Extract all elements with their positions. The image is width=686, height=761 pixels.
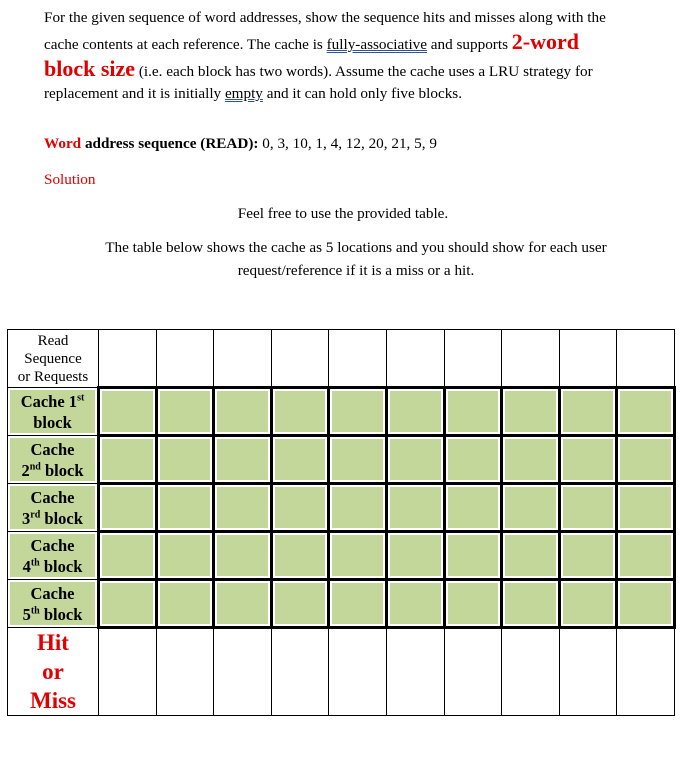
cache-cell[interactable] — [99, 436, 157, 484]
cache-cell[interactable] — [386, 580, 444, 628]
read-sequence-label — [8, 330, 99, 388]
table-note-1: Feel free to use the provided table. — [237, 205, 449, 222]
cache-block-label-4 — [8, 532, 99, 580]
empty-text: empty — [224, 85, 263, 102]
label-line — [8, 391, 97, 412]
label-line: block — [33, 412, 72, 432]
cache-block-label-1 — [8, 388, 99, 436]
request-cell[interactable] — [271, 330, 329, 388]
cache-cell[interactable] — [617, 388, 675, 436]
cache-block-row-2 — [8, 436, 675, 484]
cache-cell[interactable] — [386, 532, 444, 580]
hit-or-miss-row — [8, 628, 675, 716]
cache-cell[interactable] — [156, 388, 214, 436]
problem-text: and supports — [427, 36, 512, 53]
label-sup: rd — [30, 509, 41, 520]
cache-cell[interactable] — [444, 436, 502, 484]
label-sup: nd — [29, 461, 41, 472]
label-text: block — [39, 604, 83, 624]
label-text: block — [39, 556, 83, 576]
cache-cell[interactable] — [156, 580, 214, 628]
cache-cell[interactable] — [329, 436, 387, 484]
hit-miss-cell[interactable] — [559, 628, 617, 716]
problem-text: and it can hold only five blocks. — [262, 85, 462, 102]
request-cell[interactable] — [156, 330, 214, 388]
cache-cell[interactable] — [99, 484, 157, 532]
label-line — [8, 556, 97, 577]
hit-miss-cell[interactable] — [214, 628, 272, 716]
label-line: Cache — [30, 535, 75, 555]
hit-miss-cell[interactable] — [329, 628, 387, 716]
hit-miss-cell[interactable] — [502, 628, 560, 716]
sequence-values: 0, 3, 10, 1, 4, 12, 20, 21, 5, 9 — [258, 135, 437, 152]
fully-associative-text: fully-associative — [326, 36, 427, 53]
cache-cell[interactable] — [559, 436, 617, 484]
hit-miss-cell[interactable] — [386, 628, 444, 716]
cache-cell[interactable] — [502, 484, 560, 532]
problem-text: replacement and it is initially — [44, 85, 225, 102]
cache-cell[interactable] — [329, 532, 387, 580]
problem-text: cache contents at each reference. The cache is — [44, 36, 327, 53]
cache-cell[interactable] — [156, 484, 214, 532]
cache-block-label-2 — [8, 436, 99, 484]
cache-cell[interactable] — [214, 484, 272, 532]
block-size-emphasis: block size — [44, 56, 136, 81]
cache-cell[interactable] — [214, 532, 272, 580]
cache-cell[interactable] — [617, 532, 675, 580]
problem-line-1: For the given sequence of word addresses, show the sequence hits and misses along with the — [44, 9, 606, 26]
hit-or-miss-label — [8, 628, 99, 716]
label-line: Miss — [30, 688, 76, 713]
cache-block-row-3 — [8, 484, 675, 532]
label-text: Cache 1 — [20, 391, 78, 411]
cache-cell[interactable] — [156, 532, 214, 580]
cache-block-label-3 — [8, 484, 99, 532]
cache-cell[interactable] — [444, 388, 502, 436]
cache-block-row-4 — [8, 532, 675, 580]
request-cell[interactable] — [444, 330, 502, 388]
cache-cell[interactable] — [156, 436, 214, 484]
cache-cell[interactable] — [214, 580, 272, 628]
problem-statement — [44, 6, 654, 104]
hit-miss-cell[interactable] — [444, 628, 502, 716]
cache-cell[interactable] — [444, 484, 502, 532]
cache-cell[interactable] — [99, 388, 157, 436]
label-sup: th — [30, 557, 40, 568]
cache-cell[interactable] — [617, 484, 675, 532]
cache-cell[interactable] — [502, 580, 560, 628]
word-label: Word — [44, 135, 82, 152]
cache-block-row-1 — [8, 388, 675, 436]
cache-cell[interactable] — [329, 484, 387, 532]
request-cell[interactable] — [502, 330, 560, 388]
request-cell[interactable] — [214, 330, 272, 388]
label-line: Read — [37, 332, 69, 349]
hit-miss-cell[interactable] — [271, 628, 329, 716]
label-sup: st — [77, 392, 85, 403]
cache-cell[interactable] — [444, 532, 502, 580]
cache-cell[interactable] — [271, 532, 329, 580]
table-note-2-line-1: The table below shows the cache as 5 locations and you should show for each user — [105, 239, 607, 256]
cache-cell[interactable] — [271, 580, 329, 628]
cache-cell[interactable] — [386, 484, 444, 532]
request-cell[interactable] — [559, 330, 617, 388]
cache-cell[interactable] — [559, 484, 617, 532]
label-sup: th — [30, 605, 40, 616]
label-line — [8, 604, 97, 625]
label-line: or — [42, 659, 64, 684]
cache-cell[interactable] — [271, 388, 329, 436]
cache-cell[interactable] — [502, 436, 560, 484]
label-text: 2 — [21, 460, 30, 480]
label-line: Sequence — [24, 350, 82, 367]
cache-cell[interactable] — [386, 436, 444, 484]
label-text: 4 — [22, 556, 31, 576]
request-cell[interactable] — [617, 330, 675, 388]
problem-line-2 — [44, 30, 654, 57]
cache-block-row-5 — [8, 580, 675, 628]
label-text: block — [40, 460, 84, 480]
cache-cell[interactable] — [559, 388, 617, 436]
cache-cell[interactable] — [559, 532, 617, 580]
label-line — [8, 460, 97, 481]
cache-cell[interactable] — [329, 580, 387, 628]
cache-cell[interactable] — [502, 388, 560, 436]
label-line: Cache — [30, 487, 75, 507]
address-sequence — [44, 133, 437, 155]
problem-line-3 — [44, 57, 654, 84]
cache-table — [7, 329, 676, 716]
label-line: Cache — [30, 439, 75, 459]
cache-cell[interactable] — [502, 532, 560, 580]
request-cell[interactable] — [386, 330, 444, 388]
cache-cell[interactable] — [271, 436, 329, 484]
request-cell[interactable] — [99, 330, 157, 388]
cache-cell[interactable] — [99, 532, 157, 580]
problem-text: (i.e. each block has two words). Assume the cache uses a LRU strategy for — [135, 63, 593, 80]
hit-miss-cell[interactable] — [156, 628, 214, 716]
cache-cell[interactable] — [214, 436, 272, 484]
cache-cell[interactable] — [99, 580, 157, 628]
cache-cell[interactable] — [444, 580, 502, 628]
cache-cell[interactable] — [559, 580, 617, 628]
label-text: 3 — [22, 508, 31, 528]
request-cell[interactable] — [329, 330, 387, 388]
read-sequence-row — [8, 330, 675, 388]
block-size-emphasis: 2-word — [511, 29, 580, 54]
cache-block-label-5 — [8, 580, 99, 628]
cache-cell[interactable] — [617, 436, 675, 484]
cache-cell[interactable] — [214, 388, 272, 436]
solution-label: Solution — [44, 171, 96, 188]
label-line: Hit — [37, 630, 69, 655]
problem-line-4 — [44, 84, 654, 104]
label-line: or Requests — [17, 368, 89, 385]
label-text: block — [40, 508, 83, 528]
cache-cell[interactable] — [271, 484, 329, 532]
cache-cell[interactable] — [329, 388, 387, 436]
table-note-2-line-2: request/reference if it is a miss or a hit. — [237, 262, 475, 279]
label-line: Cache — [30, 583, 75, 603]
cache-cell[interactable] — [386, 388, 444, 436]
hit-miss-cell[interactable] — [99, 628, 157, 716]
hit-miss-cell[interactable] — [617, 628, 675, 716]
sequence-label: address sequence (READ): — [81, 135, 259, 152]
label-line — [8, 508, 97, 529]
cache-cell[interactable] — [617, 580, 675, 628]
label-text: 5 — [22, 604, 31, 624]
